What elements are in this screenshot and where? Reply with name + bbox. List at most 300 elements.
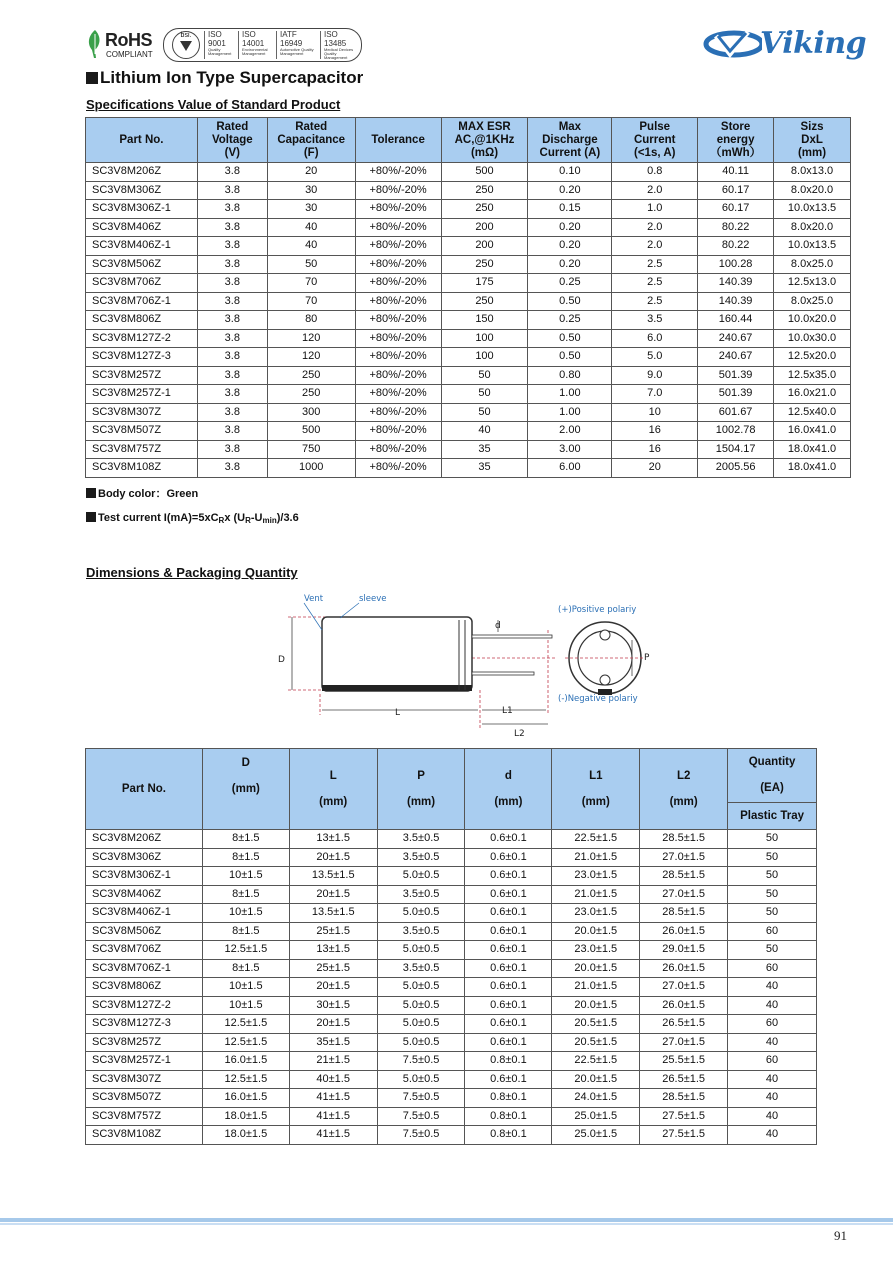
table-cell: SC3V8M257Z-1 [86,1052,203,1071]
table-cell: 41±1.5 [289,1126,377,1145]
table-cell: 16 [612,440,698,459]
table-cell: 6.0 [612,329,698,348]
table-cell: 20±1.5 [289,848,377,867]
table-cell: 200 [441,218,528,237]
table-cell: 5.0±0.5 [377,867,465,886]
table-cell: 13±1.5 [289,941,377,960]
table-cell: 50 [441,385,528,404]
table-cell: 60 [728,922,817,941]
square-bullet-icon [86,72,98,84]
table-row [86,311,851,330]
page-number: 91 [834,1228,847,1243]
table-cell: 2.0 [612,181,698,200]
table-cell: SC3V8M806Z [86,311,198,330]
table-cell: 22.5±1.5 [552,1052,640,1071]
table-cell: SC3V8M257Z [86,366,198,385]
table-cell: 2.5 [612,274,698,293]
table-cell: +80%/-20% [355,366,441,385]
table-cell: 5.0 [612,348,698,367]
table-cell: 200 [441,237,528,256]
table-cell: 8.0x25.0 [774,292,851,311]
table-cell: 750 [267,440,355,459]
table-cell: 50 [728,941,817,960]
table-cell: SC3V8M307Z [86,1070,203,1089]
table-cell: 0.50 [528,329,612,348]
table-cell: 40 [267,237,355,256]
table-cell: 175 [441,274,528,293]
table-cell: 35 [441,459,528,478]
table-cell: 16.0±1.5 [202,1089,289,1108]
table-cell: 18.0x41.0 [774,440,851,459]
rohs-subtitle: COMPLIANT [106,50,153,59]
table-cell: 40.11 [698,163,774,182]
cert-iso13485: ISO 13485 Medical Devices Quality Management [320,31,358,59]
footer-rule [0,1218,893,1222]
dim-header-P: P (mm) [377,749,465,830]
table-cell: 7.0 [612,385,698,404]
table-cell: SC3V8M306Z [86,181,198,200]
table-cell: 3.5±0.5 [377,885,465,904]
table-cell: 27.0±1.5 [640,978,728,997]
table-cell: 24.0±1.5 [552,1089,640,1108]
table-row [86,422,851,441]
table-cell: 3.8 [197,329,267,348]
table-row [86,1070,817,1089]
table-cell: 0.20 [528,237,612,256]
table-cell: 8±1.5 [202,830,289,849]
table-cell: 2.5 [612,255,698,274]
table-cell: 60.17 [698,200,774,219]
table-cell: SC3V8M108Z [86,1126,203,1145]
table-cell: SC3V8M406Z [86,218,198,237]
table-cell: SC3V8M706Z-1 [86,292,198,311]
table-cell: 0.6±0.1 [465,996,552,1015]
table-cell: SC3V8M127Z-3 [86,1015,203,1034]
table-cell: 8.0x20.0 [774,181,851,200]
table-cell: SC3V8M127Z-3 [86,348,198,367]
table-cell: SC3V8M706Z [86,274,198,293]
table-cell: 12.5x20.0 [774,348,851,367]
table-cell: 10±1.5 [202,867,289,886]
table-cell: 10±1.5 [202,978,289,997]
table-cell: 5.0±0.5 [377,904,465,923]
table-cell: 50 [728,867,817,886]
table-cell: 23.0±1.5 [552,867,640,886]
table-cell: 12.5x40.0 [774,403,851,422]
table-cell: 50 [728,885,817,904]
table-cell: 3.5±0.5 [377,848,465,867]
table-cell: +80%/-20% [355,403,441,422]
table-cell: 10±1.5 [202,996,289,1015]
table-cell: 23.0±1.5 [552,904,640,923]
table-cell: 26.0±1.5 [640,922,728,941]
table-cell: SC3V8M306Z [86,848,203,867]
table-row [86,885,817,904]
table-cell: 0.8±0.1 [465,1107,552,1126]
table-cell: 500 [267,422,355,441]
table-cell: 0.20 [528,255,612,274]
table-cell: 0.6±0.1 [465,1070,552,1089]
table-row [86,1126,817,1145]
spec-header-2: Rated Capacitance (F) [267,118,355,163]
table-row [86,163,851,182]
table-cell: 0.6±0.1 [465,904,552,923]
table-cell: SC3V8M127Z-2 [86,329,198,348]
table-cell: 20.0±1.5 [552,922,640,941]
table-cell: 0.6±0.1 [465,885,552,904]
table-row [86,996,817,1015]
capacitor-dimension-diagram [270,590,670,742]
table-cell: +80%/-20% [355,255,441,274]
table-cell: SC3V8M127Z-2 [86,996,203,1015]
table-cell: 27.0±1.5 [640,848,728,867]
table-cell: 7.5±0.5 [377,1126,465,1145]
table-cell: 25.0±1.5 [552,1107,640,1126]
table-cell: SC3V8M506Z [86,255,198,274]
table-cell: 25.5±1.5 [640,1052,728,1071]
leaf-icon [86,28,104,60]
label-vent: Vent [304,594,324,604]
table-cell: 160.44 [698,311,774,330]
table-cell: 100 [441,348,528,367]
table-cell: 50 [267,255,355,274]
table-cell: 7.5±0.5 [377,1107,465,1126]
table-cell: 13.5±1.5 [289,867,377,886]
label-L1: L1 [502,706,513,716]
table-cell: 28.5±1.5 [640,1089,728,1108]
table-cell: 10 [612,403,698,422]
table-cell: 30±1.5 [289,996,377,1015]
rohs-logo [86,28,156,60]
table-cell: 40 [728,1089,817,1108]
table-row [86,181,851,200]
table-cell: SC3V8M507Z [86,1089,203,1108]
table-cell: 27.5±1.5 [640,1126,728,1145]
table-cell: 500 [441,163,528,182]
table-cell: 240.67 [698,348,774,367]
table-cell: SC3V8M806Z [86,978,203,997]
table-cell: 150 [441,311,528,330]
table-cell: 41±1.5 [289,1089,377,1108]
table-cell: 1504.17 [698,440,774,459]
table-cell: 20 [267,163,355,182]
table-cell: 26.5±1.5 [640,1070,728,1089]
table-cell: SC3V8M757Z [86,440,198,459]
table-cell: SC3V8M507Z [86,422,198,441]
spec-header-1: Rated Voltage (V) [197,118,267,163]
table-cell: 501.39 [698,385,774,404]
table-cell: 3.5±0.5 [377,959,465,978]
table-cell: 35±1.5 [289,1033,377,1052]
table-row [86,366,851,385]
table-row [86,1107,817,1126]
table-row [86,200,851,219]
table-cell: 21.0±1.5 [552,885,640,904]
table-cell: SC3V8M757Z [86,1107,203,1126]
table-cell: 0.20 [528,181,612,200]
table-cell: 20.0±1.5 [552,959,640,978]
table-cell: 6.00 [528,459,612,478]
table-cell: 3.8 [197,218,267,237]
table-cell: +80%/-20% [355,181,441,200]
table-cell: 16.0±1.5 [202,1052,289,1071]
table-row [86,218,851,237]
table-cell: +80%/-20% [355,274,441,293]
table-cell: 0.20 [528,218,612,237]
table-cell: 60 [728,1015,817,1034]
table-cell: 10.0x13.5 [774,237,851,256]
table-cell: 1002.78 [698,422,774,441]
table-cell: 601.67 [698,403,774,422]
table-cell: 3.8 [197,200,267,219]
table-cell: SC3V8M257Z-1 [86,385,198,404]
table-cell: SC3V8M257Z [86,1033,203,1052]
table-cell: +80%/-20% [355,200,441,219]
table-cell: 3.5±0.5 [377,922,465,941]
table-cell: 10.0x20.0 [774,311,851,330]
table-cell: 3.00 [528,440,612,459]
table-row [86,348,851,367]
table-cell: 5.0±0.5 [377,978,465,997]
table-cell: 1.00 [528,403,612,422]
table-cell: 3.8 [197,422,267,441]
table-cell: 250 [441,255,528,274]
table-cell: +80%/-20% [355,385,441,404]
dim-header-d: d (mm) [465,749,552,830]
table-cell: 2.5 [612,292,698,311]
table-cell: 3.5 [612,311,698,330]
dim-header-L1: L1 (mm) [552,749,640,830]
spec-header-7: Store energy （mWh） [698,118,774,163]
table-row [86,959,817,978]
table-cell: 2.0 [612,218,698,237]
table-cell: 16 [612,422,698,441]
table-cell: 3.8 [197,237,267,256]
label-d: d [495,621,501,631]
table-cell: 28.5±1.5 [640,904,728,923]
table-cell: 40 [728,978,817,997]
table-cell: 20±1.5 [289,885,377,904]
table-cell: 27.0±1.5 [640,1033,728,1052]
table-cell: 501.39 [698,366,774,385]
table-cell: 50 [441,366,528,385]
table-cell: 2.0 [612,237,698,256]
table-cell: 26.0±1.5 [640,959,728,978]
dim-header-L: L (mm) [289,749,377,830]
table-cell: 8.0x13.0 [774,163,851,182]
table-cell: 26.0±1.5 [640,996,728,1015]
table-cell: 3.8 [197,181,267,200]
table-row [86,978,817,997]
table-cell: 120 [267,348,355,367]
table-cell: 0.8±0.1 [465,1089,552,1108]
table-cell: 3.5±0.5 [377,830,465,849]
table-cell: 100.28 [698,255,774,274]
table-row [86,1033,817,1052]
table-cell: 20 [612,459,698,478]
table-cell: 1000 [267,459,355,478]
spec-header-6: Pulse Current (<1s, A) [612,118,698,163]
table-cell: 0.6±0.1 [465,1015,552,1034]
table-cell: 8.0x25.0 [774,255,851,274]
table-cell: 50 [728,848,817,867]
label-L2: L2 [514,729,525,739]
table-cell: 28.5±1.5 [640,830,728,849]
table-cell: 0.50 [528,292,612,311]
table-cell: 3.8 [197,366,267,385]
table-cell: 0.8 [612,163,698,182]
table-cell: 40 [728,1107,817,1126]
table-row [86,255,851,274]
square-bullet-icon [86,488,96,498]
table-row [86,1015,817,1034]
table-cell: 25.0±1.5 [552,1126,640,1145]
table-cell: +80%/-20% [355,348,441,367]
dimensions-table [85,748,817,1145]
table-cell: 0.6±0.1 [465,867,552,886]
footer-rule-thin [0,1223,893,1225]
table-cell: 2005.56 [698,459,774,478]
test-current-note: Test current $I(mA)=5xC_Rx$ $(U_R-U_{min})/3.6$ [86,512,299,525]
table-cell: SC3V8M706Z [86,941,203,960]
table-cell: 3.8 [197,274,267,293]
table-cell: 8±1.5 [202,885,289,904]
table-cell: 1.0 [612,200,698,219]
cert-iatf16949: IATF 16949 Automotive Quality Management [276,31,320,59]
table-cell: SC3V8M307Z [86,403,198,422]
table-cell: 250 [267,385,355,404]
table-cell: 3.8 [197,163,267,182]
table-cell: 0.6±0.1 [465,922,552,941]
table-row [86,1052,817,1071]
label-L: L [395,708,401,718]
table-cell: 27.0±1.5 [640,885,728,904]
table-cell: SC3V8M306Z-1 [86,867,203,886]
table-cell: 7.5±0.5 [377,1052,465,1071]
spec-header-3: Tolerance [355,118,441,163]
table-cell: 26.5±1.5 [640,1015,728,1034]
table-cell: 7.5±0.5 [377,1089,465,1108]
label-D: D [278,655,285,665]
brand-name: Viking [760,26,867,61]
table-cell: 80 [267,311,355,330]
spec-header-4: MAX ESR AC,@1KHz (mΩ) [441,118,528,163]
dim-header-part: Part No. [86,749,203,830]
table-cell: 30 [267,200,355,219]
table-cell: SC3V8M406Z-1 [86,904,203,923]
table-cell: 16.0x41.0 [774,422,851,441]
table-cell: 70 [267,292,355,311]
table-cell: 40 [728,996,817,1015]
table-cell: 240.67 [698,329,774,348]
table-cell: 250 [267,366,355,385]
table-cell: SC3V8M206Z [86,163,198,182]
square-bullet-icon [86,512,96,522]
spec-table [85,117,851,478]
table-cell: 10.0x13.5 [774,200,851,219]
table-cell: 23.0±1.5 [552,941,640,960]
table-row [86,459,851,478]
table-cell: 21.0±1.5 [552,848,640,867]
table-cell: 5.0±0.5 [377,1015,465,1034]
table-cell: 5.0±0.5 [377,1070,465,1089]
cert-iso14001: ISO 14001 Environmental Management [238,31,276,59]
body-color-note: Body color：Green [86,485,198,501]
table-cell: 2.00 [528,422,612,441]
table-cell: 0.6±0.1 [465,1033,552,1052]
dimensions-heading: Dimensions & Packaging Quantity [86,565,298,580]
table-cell: 9.0 [612,366,698,385]
table-row [86,403,851,422]
table-cell: +80%/-20% [355,218,441,237]
table-cell: 300 [267,403,355,422]
table-cell: 250 [441,292,528,311]
table-cell: 21.0±1.5 [552,978,640,997]
table-cell: 3.8 [197,292,267,311]
table-cell: 8.0x20.0 [774,218,851,237]
bsi-badge-icon: bsi. [172,31,200,59]
table-cell: 21±1.5 [289,1052,377,1071]
certification-badges [163,28,362,62]
page-title: Lithium Ion Type Supercapacitor [86,68,363,88]
table-cell: 18.0±1.5 [202,1107,289,1126]
table-cell: 0.50 [528,348,612,367]
label-P: P [644,653,650,663]
table-cell: 0.6±0.1 [465,978,552,997]
table-row [86,385,851,404]
table-cell: 41±1.5 [289,1107,377,1126]
dim-header-plastic-tray: Plastic Tray [728,803,817,830]
table-cell: 12.5±1.5 [202,1070,289,1089]
label-positive: (+)Positive polariy [558,605,637,615]
table-cell: 0.6±0.1 [465,959,552,978]
spec-header-5: Max Discharge Current (A) [528,118,612,163]
table-cell: 29.0±1.5 [640,941,728,960]
table-cell: 140.39 [698,292,774,311]
table-cell: 5.0±0.5 [377,941,465,960]
table-cell: 30 [267,181,355,200]
table-row [86,274,851,293]
table-row [86,237,851,256]
table-cell: SC3V8M206Z [86,830,203,849]
table-cell: +80%/-20% [355,311,441,330]
table-row [86,904,817,923]
table-cell: 100 [441,329,528,348]
table-cell: 60 [728,959,817,978]
table-cell: 20±1.5 [289,978,377,997]
table-cell: 10±1.5 [202,904,289,923]
table-cell: 16.0x21.0 [774,385,851,404]
label-negative: (-)Negative polariy [558,694,638,704]
table-cell: 40 [728,1070,817,1089]
table-cell: 3.8 [197,440,267,459]
table-cell: 0.8±0.1 [465,1052,552,1071]
table-cell: 20.5±1.5 [552,1033,640,1052]
table-cell: 3.8 [197,348,267,367]
table-cell: 80.22 [698,218,774,237]
spec-header-8: Sizs DxL (mm) [774,118,851,163]
table-cell: 250 [441,181,528,200]
table-cell: 3.8 [197,255,267,274]
table-row [86,922,817,941]
table-row [86,329,851,348]
table-cell: 50 [728,904,817,923]
table-row [86,941,817,960]
table-cell: SC3V8M706Z-1 [86,959,203,978]
table-cell: 18.0±1.5 [202,1126,289,1145]
table-cell: 60 [728,1052,817,1071]
table-cell: 0.80 [528,366,612,385]
